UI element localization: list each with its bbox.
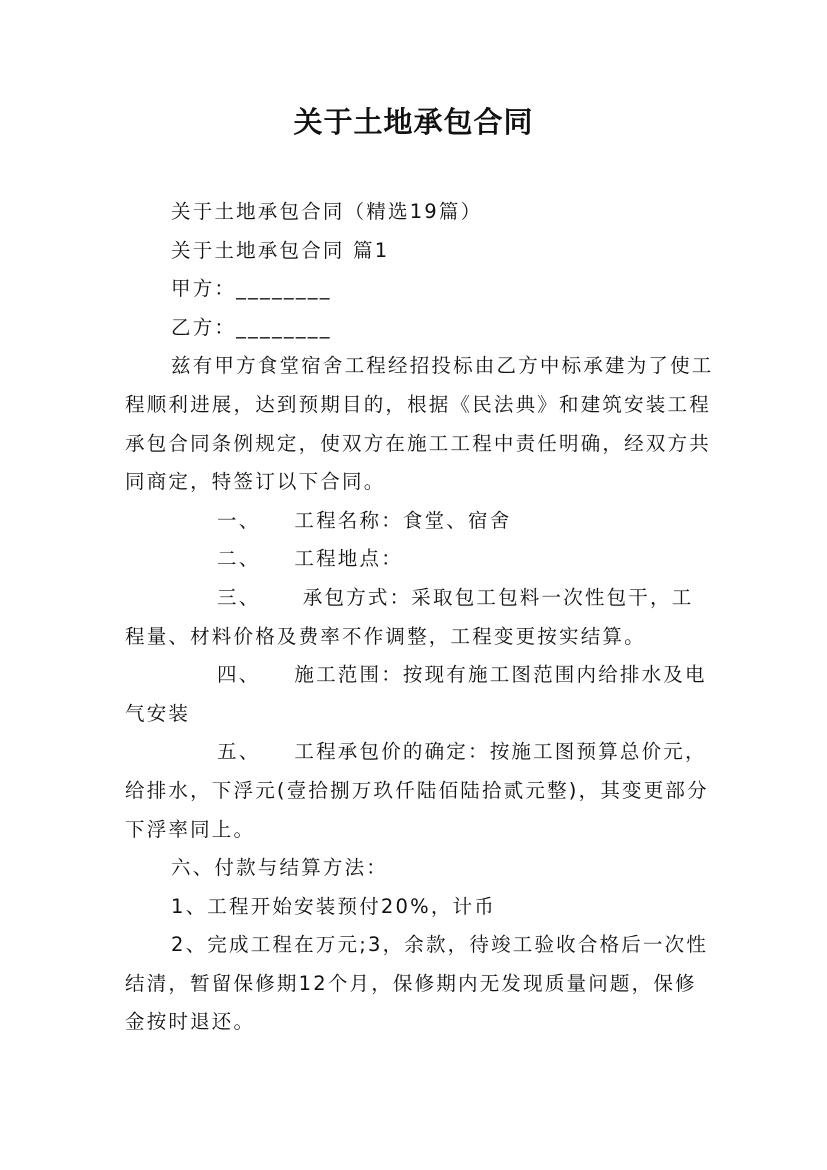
document-body	[125, 193, 715, 1042]
clause-text: 承包方式：采取包工包料一次性包干，工程量、材料价格及费率不作调整，工程变更按实结算。	[125, 585, 694, 648]
clause-4	[125, 656, 715, 733]
document-title: 关于土地承包合同	[293, 105, 534, 139]
clause-3	[125, 579, 715, 656]
clause-number: 三、	[217, 585, 261, 609]
clause-number: 一、	[217, 508, 261, 532]
party-b-line: 乙方：________	[171, 315, 332, 339]
clause-1	[125, 502, 715, 541]
party-a-line: 甲方：________	[171, 277, 332, 301]
clause-2	[125, 540, 715, 579]
subtitle-line: 关于土地承包合同（精选19篇）	[171, 200, 483, 223]
clause-number: 四、	[217, 663, 261, 687]
clause-5	[125, 733, 715, 849]
payment-item-2: 2、完成工程在万元;3，余款，待竣工验收合格后一次性结清，暂留保修期12个月，保修期内无发现质量问题，保修金按时退还。	[125, 933, 709, 1034]
intro-paragraph: 兹有甲方食堂宿舍工程经招投标由乙方中标承建为了使工程顺利进展，达到预期目的，根据《民法典》和建筑安装工程承包合同条例规定，使双方在施工工程中责任明确，经双方共同商定，特签订以下合同。	[125, 354, 714, 494]
clause-number: 五、	[217, 740, 261, 764]
clause-number: 二、	[217, 547, 261, 571]
payment-item-1: 1、工程开始安装预付20%，计币	[171, 894, 496, 918]
clause-text: 工程地点：	[294, 547, 403, 571]
clause-text: 施工范围：按现有施工图范围内给排水及电气安装	[125, 663, 707, 725]
clause-text: 工程承包价的确定：按施工图预算总价元，给排水，下浮元(壹拾捌万玖仟陆佰陆拾贰元整)，其变更部分下浮率同上。	[125, 740, 709, 841]
section-heading: 关于土地承包合同 篇1	[171, 238, 390, 262]
payment-heading: 六、付款与结算方法：	[171, 856, 389, 880]
clause-text: 工程名称：食堂、宿舍	[294, 508, 512, 532]
